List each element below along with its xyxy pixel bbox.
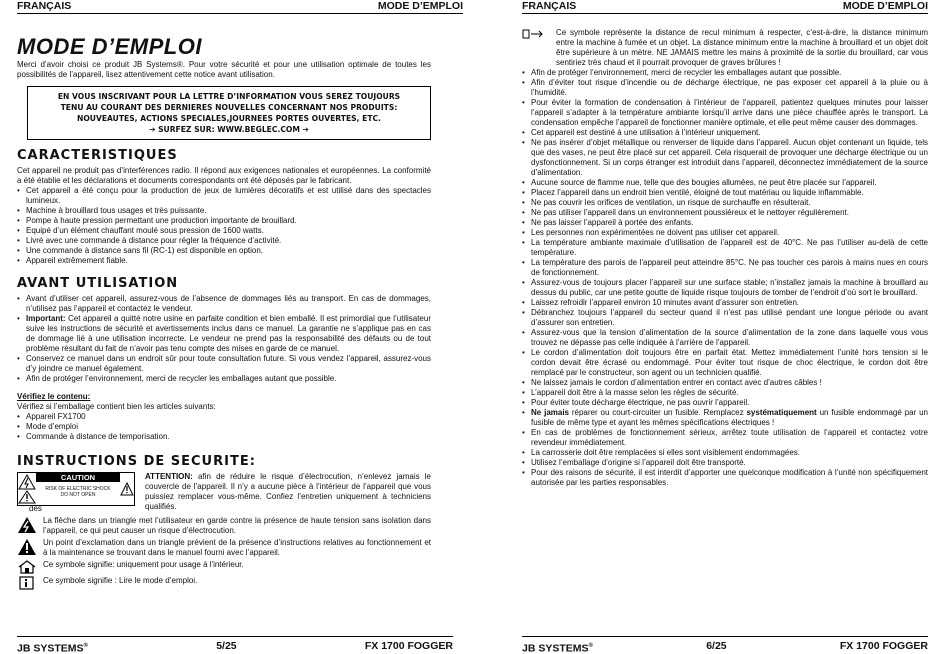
triangle-row xyxy=(17,516,431,536)
list-item: • Aucune source de flamme nue, telle que des bougies allumées, ne peut être placée sur l’appareil. xyxy=(522,178,928,188)
list-item: • Afin de protéger l’environnement, merci de recycler les emballages autant que possible. xyxy=(17,374,431,384)
section-heading-avant: AVANT UTILISATION xyxy=(17,276,179,291)
intro-text: Merci d’avoir choisi ce produit JB Systems®. Pour votre sécurité et pour une utilisation optimale de toutes les possibilités de l’appareil, lisez attentivement cette notice avant utilisation. xyxy=(17,60,431,79)
list-item: • Cet appareil a été conçu pour la production de jeux de lumières décoratifs et est utilisé dans des spectacles lumineux. xyxy=(17,186,431,206)
read-text: Ce symbole signifie : Lire le mode d’emploi. xyxy=(43,576,198,585)
list-item: • Afin de protéger l’environnement, merci de recycler les emballages autant que possible. xyxy=(522,68,928,78)
page-footer xyxy=(17,636,453,654)
list-item: • Afin d’éviter tout risque d’incendie ou de décharge électrique, ne pas exposer cet appareil à la pluie ou à l’humidité. xyxy=(522,78,928,98)
page-header xyxy=(17,0,463,14)
list-item: • Ne pas insérer d’objet métallique ou renverser de liquide dans l’appareil. Aucun objet contenant un liquide, tels que des vases, ne peut être placé sur cet appareil. Cela risquerait de provoquer une décharge électrique ou un dysfonctionnement. Si un corps étranger est introduit dans l’appareil, déconnectez immédiatement de la source d’alimentation. xyxy=(522,138,928,178)
footer-model: FX 1700 FOGGER xyxy=(364,640,453,652)
list-item: • Pour éviter toute décharge électrique, ne pas ouvrir l’appareil. xyxy=(522,398,928,408)
list-item: • La température ambiante maximale d’utilisation de l’appareil est de 40°C. Ne pas l’utiliser au-delà de cette température. xyxy=(522,238,928,258)
footer-brand: JB SYSTEMS® xyxy=(17,642,88,654)
exclam-text: Un point d’exclamation dans un triangle prévient de la présence d’instructions relatives au fonctionnement et à la maintenance se trouvant dans le manuel fourni avec l’appareil. xyxy=(43,538,431,557)
lightning-triangle-icon xyxy=(17,516,37,534)
verif-list xyxy=(17,412,431,442)
list-item: • Mode d’emploi xyxy=(17,422,431,432)
caution-label-graphic xyxy=(17,472,135,506)
attention-label: ATTENTION: xyxy=(145,472,193,481)
read-manual-icon xyxy=(17,576,37,590)
section-heading-caracteristiques: CARACTERISTIQUES xyxy=(17,148,178,163)
list-item: • Commande à distance de temporisation. xyxy=(17,432,431,442)
list-item: • Une commande à distance sans fil (RC-1) est disponible en option. xyxy=(17,246,431,256)
list-item: • Le cordon d’alimentation doit toujours être en parfait état. Mettez immédiatement l’unité hors tension si le cordon devait être écrasé ou endommagé. Pour éviter tout risque de choc électrique, le cordon doit être remplacé par le constructeur, son agent ou un technicien qualifié. xyxy=(522,348,928,378)
footer-model: FX 1700 FOGGER xyxy=(839,640,928,652)
avant-list xyxy=(17,294,431,384)
ne-jamais-label: Ne jamais xyxy=(531,408,569,417)
list-item: • Conservez ce manuel dans un endroit sûr pour toute consultation future. Si vous vendez l’appareil, assurez-vous d’y joindre ce manuel également. xyxy=(17,354,431,374)
caract-intro: Cet appareil ne produit pas d’interférences radio. Il répond aux exigences nationales et européennes. La conformité a été établie et les déclarations et documents correspondants ont été déposés par le fabricant. xyxy=(17,166,431,185)
page-6 xyxy=(475,0,950,654)
list-item: • Assurez-vous que la tension d’alimentation de la source d’alimentation de la zone dans laquelle vous vous trouvez ne dépasse pas celle indiquée à l’arrière de l’appareil. xyxy=(522,328,928,348)
newsletter-box xyxy=(27,86,431,140)
box-line: EN VOUS INSCRIVANT POUR LA LETTRE D’INFORMATION VOUS SEREZ TOUJOURS xyxy=(57,92,401,101)
box-line: TENU AU COURANT DES DERNIERES NOUVELLES CONCERNANT NOS PRODUITS: xyxy=(60,103,398,112)
list-item: • Ne pas laisser l’appareil à portée des enfants. xyxy=(522,218,928,228)
box-line: NOUVEAUTES, ACTIONS SPECIALES,JOURNEES PORTES OUVERTES, ETC. xyxy=(77,114,381,123)
exclamation-warning-icon xyxy=(120,473,134,505)
list-item: • Machine à brouillard tous usages et très puissante. xyxy=(17,206,431,216)
list-item: • Pour éviter la formation de condensation à l’intérieur de l’appareil, patientez quelques minutes pour laisser l’appareil s’adapter à la température ambiante lorsqu’il arrive dans une pièce chauffée après le transport. La condensation empêche l’appareil de fonctionner manière optimale, et elle peut même causer des dommages. xyxy=(522,98,928,128)
list-item: • Débranchez toujours l’appareil du secteur quand il n’est pas utilisé pendant une longue période ou avant d’assurer son entretien. xyxy=(522,308,928,328)
footer-brand: JB SYSTEMS® xyxy=(522,642,593,654)
page-footer xyxy=(522,636,928,654)
verif-intro: Vérifiez si l’emballage contient bien les articles suivants: xyxy=(17,402,216,411)
verif-title: Vérifiez le contenu: xyxy=(17,392,91,401)
list-item: • Ne pas couvrir les orifices de ventilation, un risque de surchauffe en résulterait. xyxy=(522,198,928,208)
left-content xyxy=(17,60,431,590)
list-item: • Appareil extrêmement fiable. xyxy=(17,256,431,266)
right-content xyxy=(522,28,928,488)
list-item xyxy=(17,314,431,354)
header-section: MODE D’EMPLOI xyxy=(377,0,463,12)
list-item: • Ne jamais réparer ou court-circuiter un fusible. Remplacez systématiquement un fusible endommagé par un fusible de même type et ayant les mêmes spécifications électriques ! xyxy=(522,408,928,428)
caution-title: CAUTION xyxy=(36,473,120,482)
list-item: • Appareil FX1700 xyxy=(17,412,431,422)
header-section: MODE D’EMPLOI xyxy=(842,0,928,12)
read-row xyxy=(17,576,431,590)
list-item: • Assurez-vous de toujours placer l’appareil sur une surface stable; n’installez jamais la machine à brouillard au dessus du public, car une petite goutte de liquide risque toujours de tomber de l’endroit d’où sort le brouillard. xyxy=(522,278,928,298)
caution-sub: DO NOT OPEN xyxy=(60,492,96,498)
exclamation-triangle-icon xyxy=(17,538,37,556)
list-item: • Les personnes non expérimentées ne doivent pas utiliser cet appareil. xyxy=(522,228,928,238)
triangle-text: La flèche dans un triangle met l’utilisateur en garde contre la présence de haute tension sans isolation dans l’appareil, ce qui peut causer un risque d’électrocution. xyxy=(43,516,431,535)
list-item: • Ne pas utiliser l’appareil dans un environnement poussiéreux et le nettoyer régulièrement. xyxy=(522,208,928,218)
list-item: • Cet appareil est destiné à une utilisation à l’intérieur uniquement. xyxy=(522,128,928,138)
list-item: • L’appareil doit être à la masse selon les règles de sécurité. xyxy=(522,388,928,398)
list-item: • Avant d’utiliser cet appareil, assurez-vous de l’absence de dommages liés au transport. En cas de dommages, n’utilisez pas l’appareil et contactez le vendeur. xyxy=(17,294,431,314)
list-item: • Laissez refroidir l’appareil environ 10 minutes avant d’assurer son entretien. xyxy=(522,298,928,308)
list-item: • Equipé d’un élément chauffant moulé sous pression de 1600 watts. xyxy=(17,226,431,236)
important-label: Important: xyxy=(26,314,66,323)
list-item: • Ne laissez jamais le cordon d’alimentation entrer en contact avec d’autres câbles ! xyxy=(522,378,928,388)
list-item: • La carrosserie doit être remplacées si elles sont visiblement endommagées. xyxy=(522,448,928,458)
header-language: FRANÇAIS xyxy=(522,0,577,12)
website-link[interactable]: ➔ SURFEZ SUR: WWW.BEGLEC.COM ➔ xyxy=(149,125,309,134)
list-item: • En cas de problèmes de fonctionnement sérieux, arrêtez toute utilisation de l’appareil et contactez votre revendeur immédiatement. xyxy=(522,428,928,448)
exclam-row xyxy=(17,538,431,558)
header-language: FRANÇAIS xyxy=(17,0,72,12)
list-item: • Livré avec une commande à distance pour régler la fréquence d’activité. xyxy=(17,236,431,246)
page-header xyxy=(522,0,928,14)
attention-paragraph: ATTENTION: afin de réduire le risque d’électrocution, n’enlevez jamais le couvercle de l’appareil. Il n’y a aucune pièce à l’intérieur de l’appareil que vous puissiez remplacer vous-même. Confiez l’entretien uniquement à techniciens qualifiés. xyxy=(145,472,431,511)
page-number: 5/25 xyxy=(216,640,237,652)
indoor-use-icon xyxy=(17,560,37,574)
des-text: des xyxy=(29,504,42,513)
list-item: • La température des parois de l'appareil peut atteindre 85°C. Ne pas toucher ces parois à mains nues en cours de fonctionnement. xyxy=(522,258,928,278)
distance-symbol-row xyxy=(522,28,928,68)
page-title: MODE D’EMPLOI xyxy=(17,34,202,59)
caract-list xyxy=(17,186,431,266)
indoor-row xyxy=(17,560,431,574)
list-item: • Utilisez l’emballage d’origine si l’appareil doit être transporté. xyxy=(522,458,928,468)
distance-symbol-text: Ce symbole représente la distance de recul minimum à respecter, c’est-à-dire, la distance minimum entre la machine à fumée et un objet. La distance minimum entre la machine à brouillard et un objet doit être supérieure à un mètre. NE JAMAIS mettre les mains à proximité de la sortie du brouillard, car vous sentiriez très chaud et il pourrait provoquer de graves brûlures ! xyxy=(556,28,928,67)
section-heading-securite: INSTRUCTIONS DE SECURITE: xyxy=(17,454,256,469)
min-distance-icon xyxy=(522,28,544,40)
caution-sub: RISK OF ELECTRIC SHOCK xyxy=(45,486,111,492)
list-item: • Pompe à haute pression permettant une production importante de brouillard. xyxy=(17,216,431,226)
lightning-warning-icon xyxy=(18,473,36,505)
important-text: Cet appareil a quitté notre usine en parfaite condition et bien emballé. Il est primordial que l’utilisateur suive les instructions de sécurité et avertissements inclus dans ce manuel. La garantie ne s’applique pas en cas de dommage lié à une utilisation incorrecte. Le vendeur ne prend pas la responsabilité des défauts ou de tout problème résultant du fait de n’avoir pas tenu compte des mises en garde de ce manuel. xyxy=(26,314,431,353)
safety-list xyxy=(522,68,928,488)
list-item: • Pour des raisons de sécurité, il est interdit d’apporter une quelconque modification à l’unité non spécifiquement autorisée par les parties responsables. xyxy=(522,468,928,488)
page-number: 6/25 xyxy=(706,640,727,652)
list-item: • Placez l’appareil dans un endroit bien ventilé, éloigné de tout matériau ou liquide inflammable. xyxy=(522,188,928,198)
indoor-text: Ce symbole signifie: uniquement pour usage à l'intérieur. xyxy=(43,560,244,569)
